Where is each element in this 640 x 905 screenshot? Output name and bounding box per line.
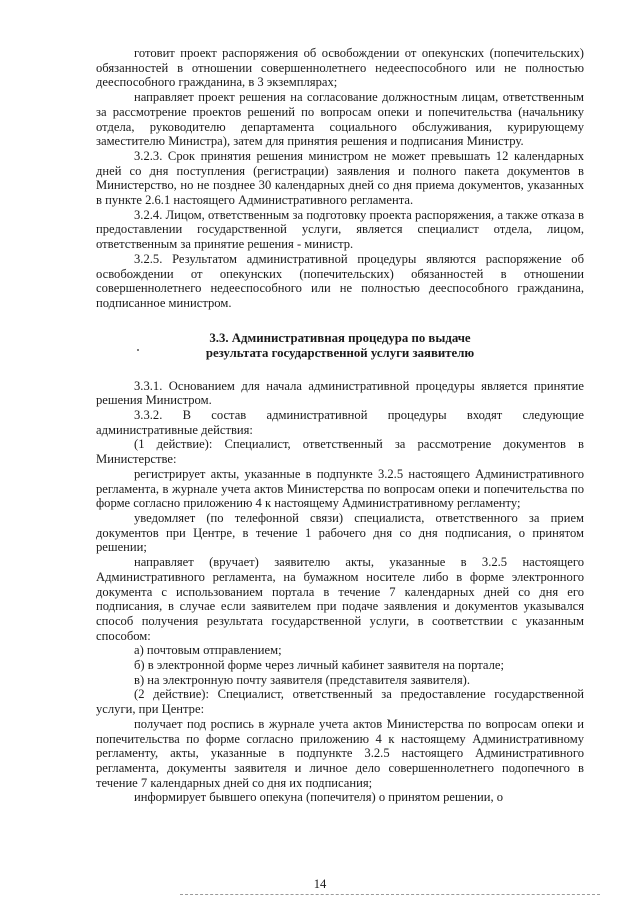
paragraph: 3.3.1. Основанием для начала административной процедуры является принятие решения Министром. [96,378,584,408]
paragraph: 3.2.4. Лицом, ответственным за подготовку проекта распоряжения, а также отказа в предоставлении государственной услуги, является специалист отдела, лицом, ответственным за принятие решения - министр. [96,207,584,252]
list-item: в) на электронную почту заявителя (представителя заявителя). [134,672,471,687]
stray-dot [137,349,139,351]
document-body [96,46,584,805]
section-heading-line-1: 3.3. Административная процедура по выдаче [209,330,471,345]
paragraph: 3.2.5. Результатом административной процедуры являются распоряжение об освобождении от опекунских (попечительских) обязанностей в отношении совершеннолетнего недееспособного или не полностью дееспособного гражданина, подписанное министром. [96,251,584,310]
paragraph: (2 действие): Специалист, ответственный за предоставление государственной услуги, при Центре: [96,687,584,717]
paragraph: информирует бывшего опекуна (попечителя) о принятом решении, о [134,790,504,805]
paragraph: 3.2.3. Срок принятия решения министром не может превышать 12 календарных дней со дня поступления (регистрации) заявления и полного пакета документов в Министерство, но не позднее 30 календарных дней со дня приема документов, указанных в пункте 2.6.1 настоящего Административного регламента. [96,148,584,208]
section-heading-line-2: результата государственной услуги заявителю [205,345,475,360]
paragraph: 3.3.2. В состав административной процедуры входят следующие административные действия: [96,408,584,437]
section-heading [96,331,584,361]
paragraph: регистрирует акты, указанные в подпункте 3.2.5 настоящего Административного регламента, в журнале учета актов Министерства по вопросам опеки и попечительства по форме согласно приложению 4 к настоящему Административному регламенту; [96,466,584,511]
page-number: 14 [313,877,327,891]
paragraph: направляет (вручает) заявителю акты, указанные в 3.2.5 настоящего Административного регламента, на бумажном носителе либо в форме электронного документа с использованием портала в течение 7 календарных дней со дня его подписания, в случае если заявителем при подаче заявления и документов указывался способ получения результата государственной услуги, в соответствии с указанным способом: [96,555,584,643]
paragraph: получает под роспись в журнале учета актов Министерства по вопросам опеки и попечительства по форме согласно приложению 4 к настоящему Административному регламенту, акты, указанные в подпункте 3.2.5 настоящего Административного регламента, документы заявителя и личное дело совершеннолетнего подопечного в течение 7 календарных дней со дня их подписания; [96,716,584,790]
paragraph: направляет проект решения на согласование должностным лицам, ответственным за рассмотрение проектов решений по вопросам опеки и попечительства (начальнику отдела, руководителю департамента социального обслуживания, курирующему заместителю Министра), затем для принятия решения и подписания Министру. [96,90,584,149]
paragraph: (1 действие): Специалист, ответственный за рассмотрение документов в Министерстве: [96,437,584,467]
list-item: б) в электронной форме через личный кабинет заявителя на портале; [134,658,504,673]
paragraph: уведомляет (по телефонной связи) специалиста, ответственного за прием документов при Центре, в течение 1 рабочего дня со дня подписания, о принятом решении; [96,510,584,555]
list-item: а) почтовым отправлением; [134,643,282,658]
paragraph: готовит проект распоряжения об освобождении от опекунских (попечительских) обязанностей в отношении совершеннолетнего недееспособного или не полностью дееспособного гражданина, в 3 экземплярах; [96,46,584,90]
footer-divider [180,894,600,895]
